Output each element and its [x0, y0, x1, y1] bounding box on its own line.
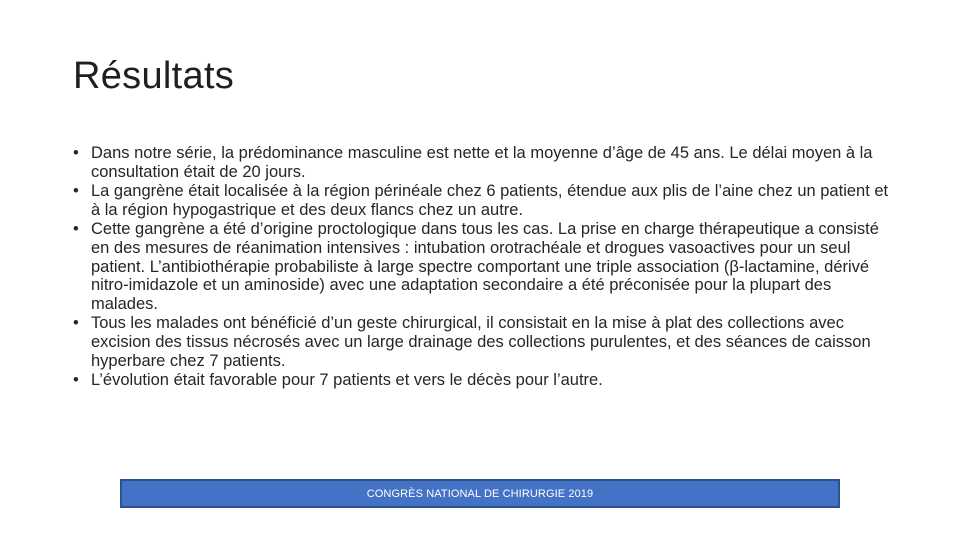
bullet-icon: •: [73, 144, 79, 162]
bullet-item: [73, 371, 893, 390]
footer-banner: [120, 479, 840, 508]
bullet-text: Dans notre série, la prédominance masculine est nette et la moyenne d’âge de 45 ans. Le délai moyen à la consultation était de 20 jours.: [91, 144, 873, 181]
bullet-item: [73, 144, 893, 181]
bullet-text: La gangrène était localisée à la région périnéale chez 6 patients, étendue aux plis de l’aine chez un patient et à la région hypogastrique et des deux flancs chez un autre.: [91, 182, 889, 219]
bullet-text: Tous les malades ont bénéficié d’un geste chirurgical, il consistait en la mise à plat des collections avec excision des tissus nécrosés avec un large drainage des collections purulentes, et des séances de caisson hyperbare chez 7 patients.: [91, 314, 871, 370]
bullet-icon: •: [73, 220, 79, 239]
slide-title: Résultats: [73, 55, 235, 97]
bullet-item: [73, 314, 893, 370]
footer-text: CONGRÈS NATIONAL DE CHIRURGIE 2019: [366, 487, 594, 500]
bullet-text: Cette gangrène a été d’origine proctologique dans tous les cas. La prise en charge thérapeutique a consisté en des mesures de réanimation intensives : intubation orotrachéale et drogues vasoactives pour un seul patient. L’antibiothérapie probabiliste à large spectre comportant une triple association (β-lactamine, dérivé nitro-imidazole et un aminoside) avec une adaptation secondaire a été préconisée pour la plupart des malades.: [91, 220, 879, 313]
bullet-item: [73, 182, 893, 219]
bullet-item: [73, 220, 893, 313]
bullet-text: L’évolution était favorable pour 7 patients et vers le décès pour l’autre.: [91, 371, 603, 390]
bullet-icon: •: [73, 371, 79, 390]
bullet-list: [73, 144, 893, 391]
bullet-icon: •: [73, 182, 79, 201]
bullet-icon: •: [73, 314, 79, 333]
